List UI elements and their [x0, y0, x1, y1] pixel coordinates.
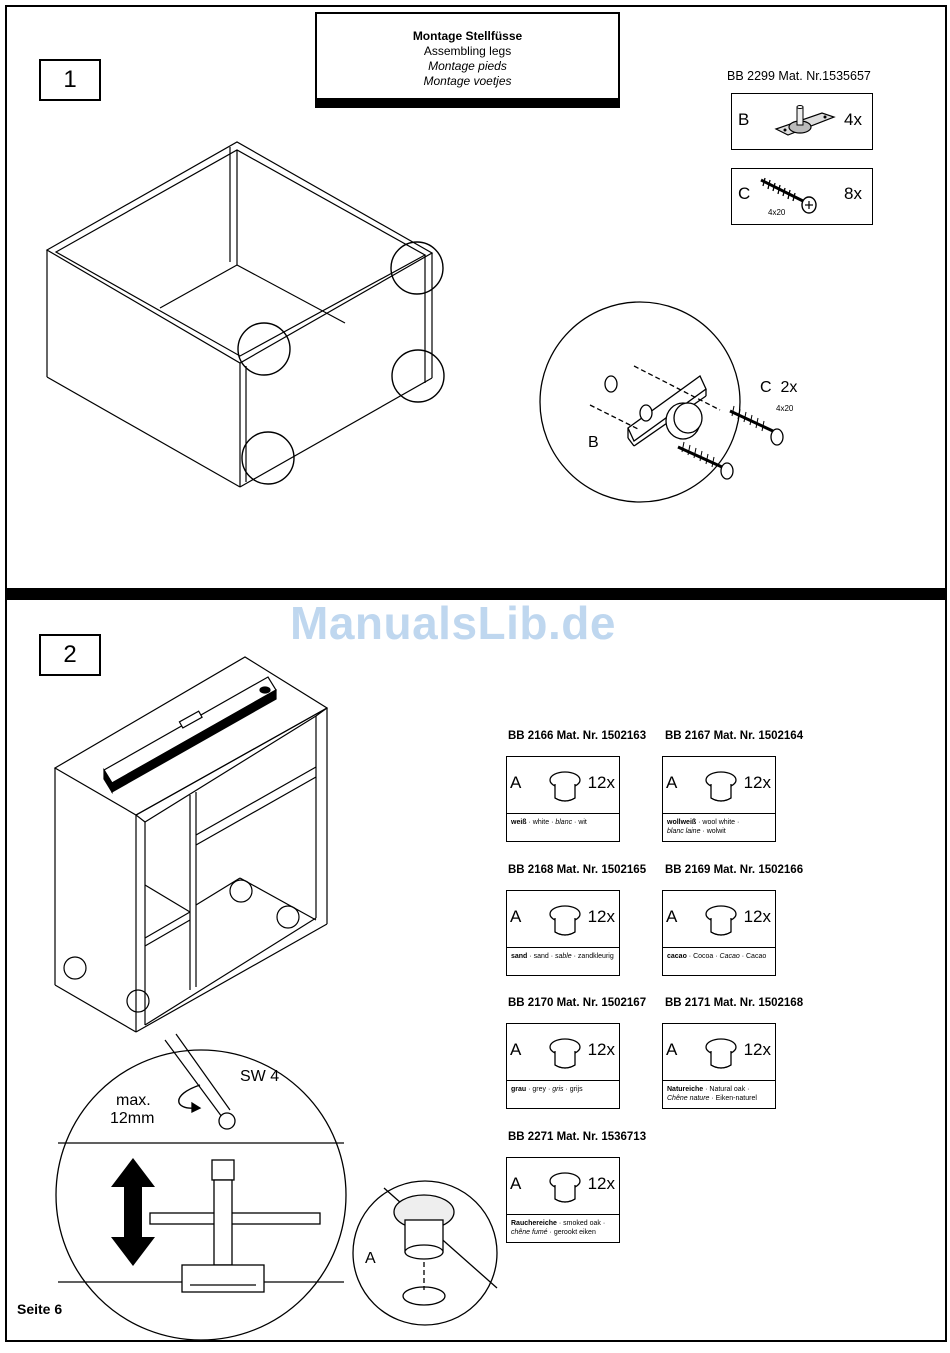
variant-qty: 12x	[587, 773, 615, 792]
color-name-en: · wool white ·	[696, 819, 740, 826]
cap-foot-icon	[547, 1170, 583, 1208]
variant-box	[506, 1157, 620, 1243]
part-c-letter: C	[738, 184, 751, 203]
variant-qty: 12x	[587, 1040, 615, 1059]
cap-foot-icon	[703, 769, 739, 807]
color-name-nl: · grijs	[563, 1086, 583, 1093]
variant-header-2170: BB 2170 Mat. Nr. 1502167	[508, 997, 647, 1009]
watermark-text: ManualsLib.de	[290, 597, 616, 649]
color-name-fr: sable	[554, 953, 572, 960]
variant-box	[506, 1023, 620, 1109]
variant-qty: 12x	[587, 1174, 615, 1193]
variant-letter: A	[510, 1040, 522, 1059]
variant-separator	[507, 1080, 619, 1081]
variant-box	[506, 890, 620, 976]
variant-box	[662, 1023, 776, 1109]
variant-separator	[663, 1080, 775, 1081]
variant-letter: A	[510, 907, 522, 926]
step-number-1: 1	[39, 59, 101, 101]
variant-qty: 12x	[743, 1040, 771, 1059]
variant-header-2167: BB 2167 Mat. Nr. 1502164	[665, 730, 804, 742]
cap-foot-icon	[703, 903, 739, 941]
color-line2-nl: · wolwit	[700, 828, 726, 835]
variant-color-caption	[511, 818, 616, 827]
color-name-de: cacao	[667, 953, 687, 960]
variant-box	[662, 890, 776, 976]
variant-qty: 12x	[743, 773, 771, 792]
color-line2-fr: chêne fumé	[511, 1229, 548, 1236]
variant-qty: 12x	[587, 907, 615, 926]
color-name-en: · smoked oak ·	[556, 1220, 606, 1227]
max-label: max.	[116, 1092, 151, 1109]
color-line2-fr: blanc laine	[667, 828, 701, 835]
variant-box	[662, 756, 776, 842]
variant-letter: A	[666, 907, 678, 926]
variant-header-2168: BB 2168 Mat. Nr. 1502165	[508, 864, 647, 876]
color-name-en: · grey ·	[526, 1086, 553, 1093]
color-name-fr: Cacao	[719, 953, 740, 960]
variant-letter: A	[510, 1174, 522, 1193]
variant-color-caption	[511, 1085, 616, 1094]
variant-letter: A	[510, 773, 522, 792]
variant-color-caption	[667, 1085, 772, 1103]
color-line2-nl: · gerookt eiken	[547, 1229, 596, 1236]
detail-part-label: B	[588, 434, 599, 451]
max-value-label: 12mm	[110, 1110, 155, 1127]
variant-header-2169: BB 2169 Mat. Nr. 1502166	[665, 864, 804, 876]
cap-foot-icon	[703, 1036, 739, 1074]
variant-letter: A	[666, 773, 678, 792]
color-name-fr: gris	[552, 1086, 564, 1093]
foot-detail-label: A	[365, 1250, 376, 1267]
color-name-nl: · wit	[572, 819, 587, 826]
variant-header-2271: BB 2271 Mat. Nr. 1536713	[508, 1131, 647, 1143]
detail-screw-size: 4x20	[776, 404, 794, 413]
part-b-letter: B	[738, 110, 750, 129]
variant-separator	[507, 813, 619, 814]
color-name-de: Rauchereiche	[511, 1220, 557, 1227]
color-name-de: Natureiche	[667, 1086, 704, 1093]
color-name-nl: · Cacao	[739, 953, 767, 960]
cap-foot-icon	[547, 769, 583, 807]
color-name-de: wollweiß	[667, 819, 697, 826]
color-name-de: sand	[511, 953, 528, 960]
color-name-nl: · zandkleurig	[571, 953, 614, 960]
color-name-en: · sand ·	[527, 953, 555, 960]
wrench-size-label: SW 4	[240, 1068, 280, 1085]
color-line2-fr: Chêne nature	[667, 1095, 710, 1102]
variant-separator	[663, 947, 775, 948]
variant-color-caption	[667, 818, 772, 836]
variant-box	[506, 756, 620, 842]
color-name-de: grau	[511, 1086, 527, 1093]
page-label: Seite 6	[17, 1301, 63, 1317]
article-ref: BB 2299 Mat. Nr.1535657	[727, 69, 871, 83]
cap-foot-icon	[547, 903, 583, 941]
detail-screw-label: C 2x	[760, 379, 798, 396]
color-name-en: · white ·	[526, 819, 556, 826]
variant-separator	[507, 947, 619, 948]
variant-qty: 12x	[743, 907, 771, 926]
variant-header-2166: BB 2166 Mat. Nr. 1502163	[508, 730, 647, 742]
part-b-qty: 4x	[844, 110, 862, 129]
variant-letter: A	[666, 1040, 678, 1059]
variant-color-caption	[511, 1219, 616, 1237]
variant-color-caption	[511, 952, 616, 961]
color-line2-nl: · Eiken-naturel	[709, 1095, 757, 1102]
title-de: Montage Stellfüsse	[412, 29, 523, 43]
color-name-en: · Cocoa ·	[686, 953, 720, 960]
part-c-qty: 8x	[844, 184, 862, 203]
variant-color-caption	[667, 952, 772, 961]
color-name-de: weiß	[511, 819, 527, 826]
color-name-fr: blanc	[555, 819, 573, 826]
variant-separator	[507, 1214, 619, 1215]
part-c-size: 4x20	[768, 208, 786, 217]
color-name-en: · Natural oak ·	[703, 1086, 750, 1093]
step-number-2: 2	[39, 634, 101, 676]
variant-separator	[663, 813, 775, 814]
variant-header-2171: BB 2171 Mat. Nr. 1502168	[665, 997, 804, 1009]
title-nl: Montage voetjes	[423, 74, 512, 88]
title-fr: Montage pieds	[428, 59, 507, 73]
title-en: Assembling legs	[423, 44, 512, 58]
cap-foot-icon	[547, 1036, 583, 1074]
